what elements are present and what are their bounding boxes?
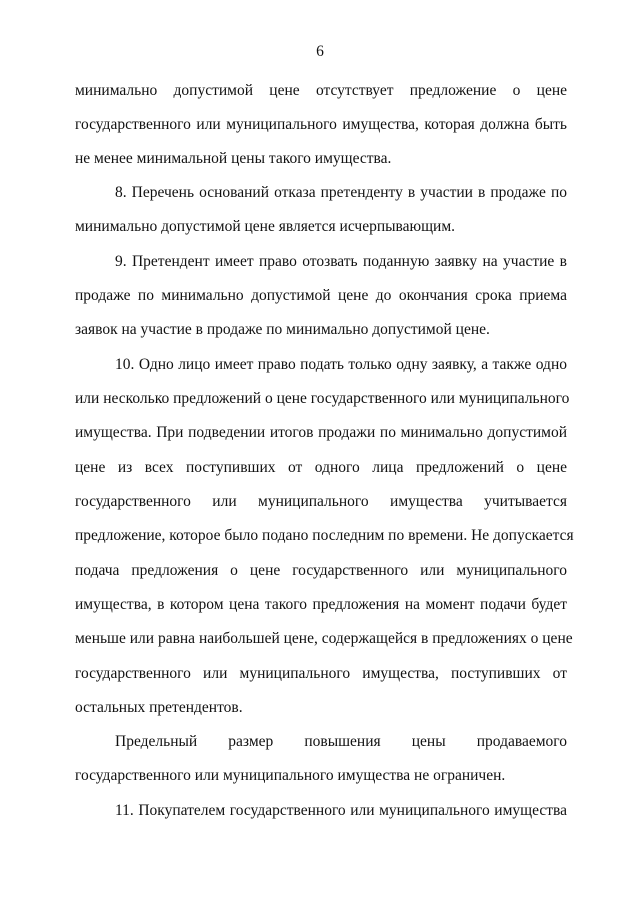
text-line: минимально допустимой цене является исчерпывающим. xyxy=(75,218,456,235)
page-number: 6 xyxy=(316,43,324,60)
text-line: предложение, которое было подано последним по времени. Не допускается xyxy=(75,527,574,544)
text-line: заявок на участие в продаже по минимально допустимой цене. xyxy=(75,321,490,338)
text-line: 9. Претендент имеет право отозвать поданную заявку на участие в xyxy=(115,253,567,270)
text-line: государственного или муниципального имущества, поступивших от xyxy=(75,665,567,682)
text-line: цене из всех поступивших от одного лица предложений о цене xyxy=(75,459,567,476)
text-line: или несколько предложений о цене государственного или муниципального xyxy=(75,390,570,407)
text-line: минимально допустимой цене отсутствует предложение о цене xyxy=(75,82,567,99)
text-line: Предельный размер повышения цены продаваемого xyxy=(115,733,567,750)
text-line: 10. Одно лицо имеет право подать только одну заявку, а также одно xyxy=(115,356,567,373)
text-line: меньше или равна наибольшей цене, содержащейся в предложениях о цене xyxy=(75,630,573,647)
text-line: продаже по минимально допустимой цене до окончания срока приема xyxy=(75,287,567,304)
text-line: подача предложения о цене государственного или муниципального xyxy=(75,562,567,579)
text-line: государственного или муниципального имущества, которая должна быть xyxy=(75,116,567,133)
text-line: государственного или муниципального имущества учитывается xyxy=(75,493,567,510)
text-line: государственного или муниципального имущества не ограничен. xyxy=(75,767,506,784)
text-line: не менее минимальной цены такого имущества. xyxy=(75,150,392,167)
text-line: имущества. При подведении итогов продажи по минимально допустимой xyxy=(75,424,567,441)
text-line: имущества, в котором цена такого предложения на момент подачи будет xyxy=(75,596,567,613)
text-line: 8. Перечень оснований отказа претенденту в участии в продаже по xyxy=(115,184,567,201)
text-line: 11. Покупателем государственного или муниципального имущества xyxy=(115,802,567,819)
text-line: остальных претендентов. xyxy=(75,699,243,716)
